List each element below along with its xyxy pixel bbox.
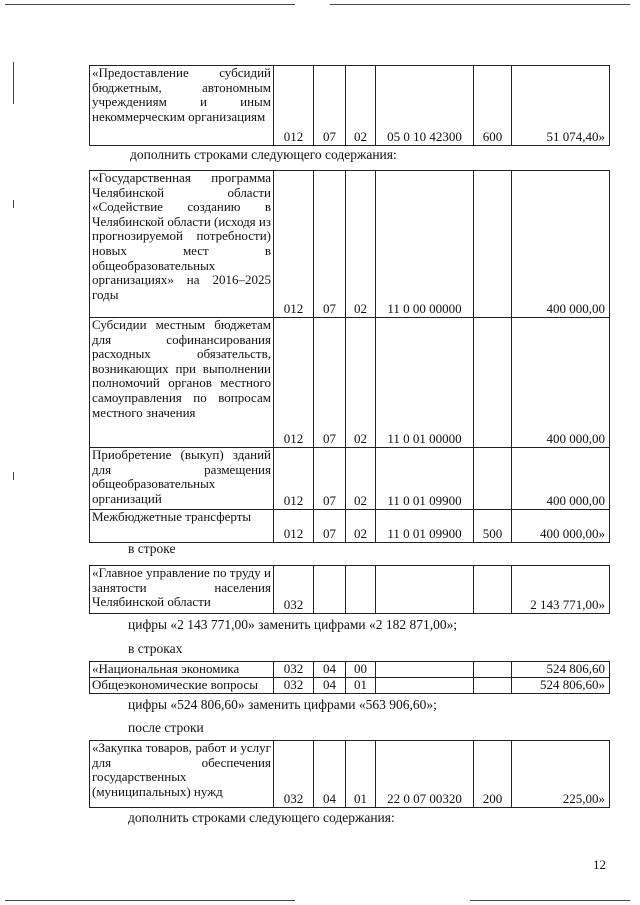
cell-sum: 400 000,00» [512,510,610,543]
cell-sum: 524 806,60» [512,678,610,694]
cell-ved: 032 [274,662,314,678]
cell-csr: 22 0 07 00320 [376,741,474,808]
row-name: Приобретение (выкуп) зданий для размещения общеобразовательных организаций [90,448,274,510]
table-row [90,678,610,694]
cell-ved: 012 [274,66,314,146]
cell-pr: 00 [346,662,376,678]
cell-pr: 02 [346,510,376,543]
cell-csr: 11 0 01 09900 [376,510,474,543]
cell-pr: 01 [346,678,376,694]
margin-mark-1 [13,62,14,104]
bottom-rule-left [5,900,295,901]
table-block-1 [89,65,610,146]
table-block-3 [89,565,610,614]
cell-ved: 032 [274,566,314,614]
instruction-text: после строки [128,720,204,735]
cell-rz: 04 [314,662,346,678]
cell-pr: 02 [346,318,376,448]
cell-sum: 2 143 771,00» [512,566,610,614]
cell-vr: 200 [474,741,512,808]
cell-rz: 07 [314,448,346,510]
cell-sum: 400 000,00 [512,318,610,448]
instruction-text: цифры «2 143 771,00» заменить цифрами «2 182 871,00»; [128,617,458,632]
margin-mark-3 [13,472,14,480]
table-block-4 [89,661,610,694]
cell-vr [474,171,512,318]
table-row [90,510,610,543]
table-row [90,66,610,146]
instruction-text: дополнить строками следующего содержания: [130,147,397,162]
instruction-text: цифры «524 806,60» заменить цифрами «563 906,60»; [128,697,437,712]
cell-csr [376,678,474,694]
cell-csr: 11 0 01 00000 [376,318,474,448]
cell-ved: 012 [274,510,314,543]
bottom-rule-right [470,900,630,901]
cell-rz: 07 [314,171,346,318]
cell-csr: 11 0 00 00000 [376,171,474,318]
row-name: Субсидии местным бюджетам для софинансирования расходных обязательств, возникающих при выполнении полномочий органов местного самоуправления по вопросам местного значения [90,318,274,448]
cell-pr [346,566,376,614]
cell-sum: 524 806,60 [512,662,610,678]
cell-sum: 400 000,00 [512,171,610,318]
cell-csr [376,662,474,678]
cell-csr: 05 0 10 42300 [376,66,474,146]
table-row [90,662,610,678]
cell-ved: 012 [274,171,314,318]
cell-sum: 225,00» [512,741,610,808]
margin-mark-2 [13,200,14,208]
cell-pr: 02 [346,66,376,146]
row-name: Общеэкономические вопросы [90,678,274,694]
row-name: «Национальная экономика [90,662,274,678]
table-row [90,318,610,448]
table-block-5 [89,740,610,808]
instruction-text: дополнить строками следующего содержания: [128,810,395,825]
row-name: Межбюджетные трансферты [90,510,274,543]
page-number: 12 [593,857,606,872]
cell-vr [474,662,512,678]
cell-csr: 11 0 01 09900 [376,448,474,510]
cell-rz: 04 [314,741,346,808]
cell-rz [314,566,346,614]
cell-sum: 400 000,00 [512,448,610,510]
cell-ved: 012 [274,448,314,510]
row-name: «Закупка товаров, работ и услуг для обеспечения государственных (муниципальных) нужд [90,741,274,808]
cell-sum: 51 074,40» [512,66,610,146]
cell-rz: 04 [314,678,346,694]
cell-rz: 07 [314,318,346,448]
row-name: «Государственная программа Челябинской области «Содействие созданию в Челябинской области (исходя из прогнозируемой потребности) новых мест в общеобразовательных организациях» на 2016–2025 годы [90,171,274,318]
instruction-text: в строках [128,641,183,656]
table-row [90,741,610,808]
cell-vr [474,318,512,448]
cell-vr [474,566,512,614]
cell-rz: 07 [314,66,346,146]
cell-rz: 07 [314,510,346,543]
table-row [90,566,610,614]
cell-ved: 032 [274,678,314,694]
cell-pr: 02 [346,448,376,510]
cell-vr: 500 [474,510,512,543]
cell-ved: 032 [274,741,314,808]
cell-pr: 01 [346,741,376,808]
top-rule-left [5,4,295,5]
cell-csr [376,566,474,614]
cell-pr: 02 [346,171,376,318]
cell-vr [474,448,512,510]
instruction-text: в строке [128,541,176,556]
row-name: «Предоставление субсидий бюджетным, автономным учреждениям и иным некоммерческим организациям [90,66,274,146]
cell-ved: 012 [274,318,314,448]
cell-vr [474,678,512,694]
table-row [90,448,610,510]
cell-vr: 600 [474,66,512,146]
row-name: «Главное управление по труду и занятости населения Челябинской области [90,566,274,614]
table-row [90,171,610,318]
top-rule-right [330,4,630,5]
table-block-2 [89,170,610,543]
